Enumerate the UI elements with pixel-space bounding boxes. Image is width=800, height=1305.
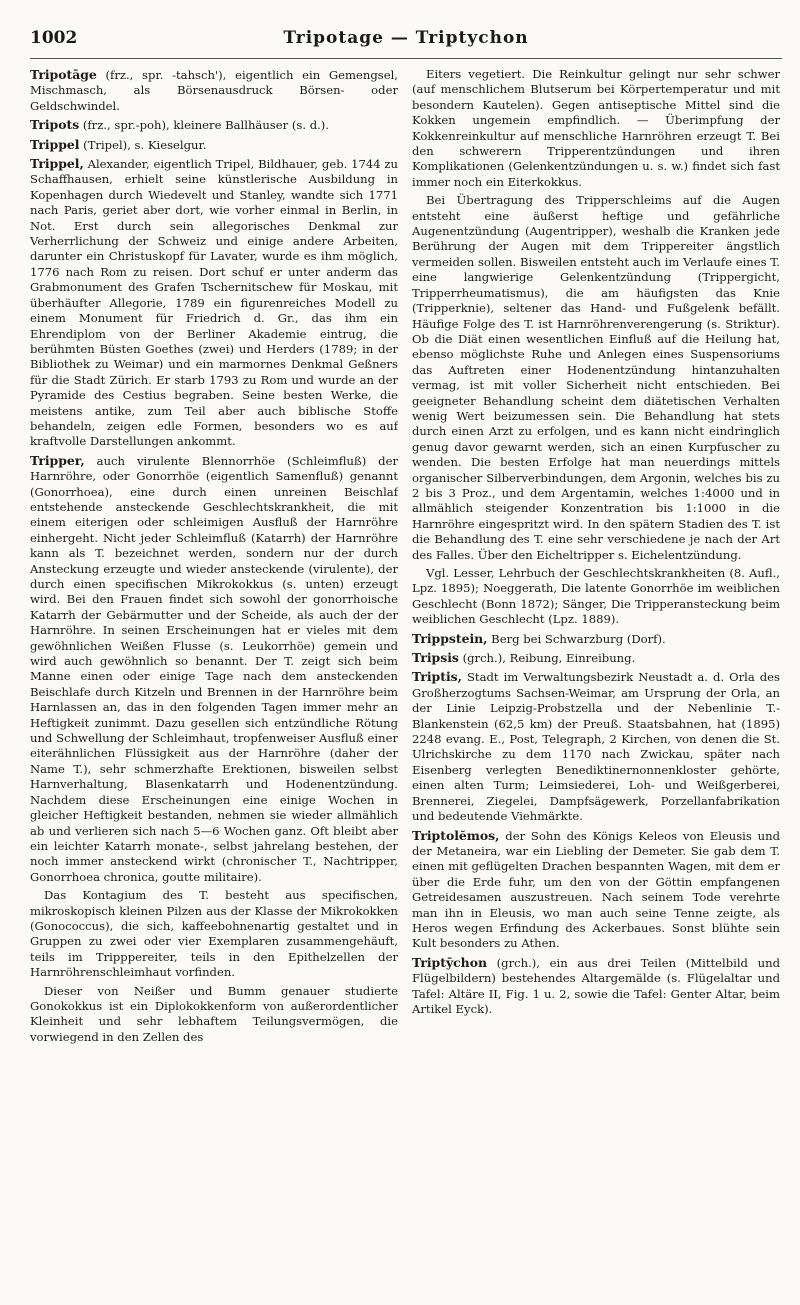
text-columns	[30, 67, 782, 1289]
page-number: 1002	[30, 28, 78, 48]
entry-text: (grch.), ein aus drei Teilen (Mittelbild und Flügelbildern) bestehendes Altargemälde (s. Flügelaltar und Tafel: Altäre II, Fig. 1 u. 2, sowie die Tafel: Genter Altar, beim Artikel Eyck).	[412, 955, 780, 1016]
dictionary-entry	[30, 453, 398, 885]
entry-headword: Triptȳchon	[412, 954, 487, 970]
entry-text: Alexander, eigentlich Tripel, Bildhauer, geb. 1744 zu Schaffhausen, erhielt seine künstlerische Ausbildung in Kopenhagen durch Wiedevelt und Stanley, wandte sich 1771 nach Paris, geriet aber dort, wie vorher einmal in Berlin, in Not. Erst durch sein allegorisches Denkmal zur Verherrlichung der Schweiz und einige andere Arbeiten, darunter ein Christuskopf für Lavater, wurde es ihm möglich, 1776 nach Rom zu reisen. Dort schuf er unter anderm das Grabmonument des Grafen Tschernitschew für Moskau, mit überhäufter Allegorie, 1789 ein figurenreiches Modell zu einem Monument für Friedrich d. Gr., das ihm ein Ehrendiplom von der Berliner Akademie eintrug, die berühmten Büsten Goethes (zwei) und Herders (1789; in der Bibliothek zu Weimar) und ein marmornes Denkmal Geßners für die Stadt Zürich. Er starb 1793 zu Rom und wurde an der Pyramide des Cestius begraben. Seine besten Werke, die meistens antike, zum Teil aber auch biblische Stoffe behandeln, zeigen edle Formen, besonders wo es auf kraftvolle Darstellungen ankommt.	[30, 157, 398, 449]
entry-paragraph	[412, 193, 780, 563]
dictionary-entry	[412, 669, 780, 824]
entry-headword: Tripots	[30, 117, 80, 133]
entry-text: (grch.), Reibung, Einreibung.	[458, 651, 636, 666]
entry-headword: Tripotāge	[30, 67, 97, 82]
entry-headword: Trippel	[30, 136, 80, 152]
page-header	[30, 28, 782, 59]
right-column	[412, 67, 780, 1289]
entry-text: Bei Übertragung des Tripperschleims auf die Augen entsteht eine äußerst heftige und gefährliche Augenentzündung (Augentripper), weshalb die Kranken jede Berührung der Augen mit dem Trippereiter ängstlich vermeiden sollen. Bisweilen entsteht auch im Verlaufe eines T. eine langwierige Gelenkentzündung (Trippergicht, Tripperrheumatismus), die am häufigsten das Knie (Tripperknie), seltener das Hand- und Fußgelenk befällt. Häufige Folge des T. ist Harnröhrenverengerung (s. Striktur). Ob die Diät einen wesentlichen Einfluß auf die Heilung hat, ebenso möglichste Ruhe und Anlegen eines Suspensoriums das Auftreten einer Hodenentzündung hintanzuhalten vermag, ist mit voller Sicherheit nicht entschieden. Bei geeigneter Behandlung scheint dem diätetischen Verhalten wenig Wert beizumessen sein. Die Behandlung hat stets durch einen Arzt zu erfolgen, und es kann nicht eindringlich genug davor gewarnt werden, sich an einen Kurpfuscher zu wenden. Die besten Erfolge hat man neuerdings mittels organischer Silberverbindungen, dem Argonin, welches bis zu 2 bis 3 Proz., und dem Argentamin, welches 1:4000 und in allmählich steigender Konzentration bis 1:1000 in die Harnröhre eingespritzt wird. In den spätern Stadien des T. ist die Behandlung des T. eine sehr verschiedene je nach der Art des Falles. Über den Eicheltripper s. Eichelentzündung.	[412, 193, 780, 562]
entry-text: auch virulente Blennorrhöe (Schleimfluß) der Harnröhre, oder Gonorrhöe (eigentlich Samenfluß) genannt (Gonorrhoea), eine durch einen unreinen Beischlaf entstehende ansteckende Geschlechtskrankheit, die mit einem eiterigen oder schleimigen Ausfluß der Harnröhre einhergeht. Nicht jeder Schleimfluß (Katarrh) der Harnröhre kann als T. bezeichnet werden, sondern nur der durch Ansteckung erzeugte und wieder ansteckende (virulente), der durch einen specifischen Mikrokokkus (s. unten) erzeugt wird. Bei den Frauen findet sich sowohl der gonorrhoische Katarrh der Gebärmutter und der Scheide, als auch der der Harnröhre. In seinen Erscheinungen hat er vieles mit dem gewöhnlichen Weißen Flusse (s. Leukorrhöe) gemein und wird auch gewöhnlich so benannt. Der T. zeigt sich beim Manne einen oder einige Tage nach dem ansteckenden Beischlafe durch Kitzeln und Brennen in der Harnröhre beim Harnlassen an, das in den folgenden Tagen immer mehr an Heftigkeit zunimmt. Dazu gesellen sich entzündliche Rötung und Schwellung der Schleimhaut, tropfenweiser Ausfluß einer eiterähnlichen Flüssigkeit aus der Harnröhre (daher der Name T.), sehr schmerzhafte Erektionen, bisweilen selbst Harnverhaltung, Blasenkatarrh und Hodenentzündung. Nachdem diese Erscheinungen eine einige Wochen in gleicher Heftigkeit bestanden, nehmen sie wieder allmählich ab und verlieren sich nach 5—6 Wochen ganz. Oft bleibt aber ein leichter Katarrh monate-, selbst jahrelang bestehen, der noch immer ansteckend wirkt (chronischer T., Nachtripper, Gonorrhoea chronica, goutte militaire).	[30, 453, 398, 884]
entry-headword: Triptolĕmos,	[412, 827, 500, 843]
entry-text: Vgl. Lesser, Lehrbuch der Geschlechtskrankheiten (8. Aufl., Lpz. 1895); Noeggerath, Die latente Gonorrhöe im weiblichen Geschlecht (Bonn 1872); Sänger, Die Tripperansteckung beim weiblichen Geschlecht (Lpz. 1889).	[412, 566, 780, 627]
entry-text: Dieser von Neißer und Bumm genauer studierte Gonokokkus ist ein Diplokokkenform von außerordentlicher Kleinheit und sehr lebhaftem Teilungsvermögen, die vorwiegend in den Zellen des	[30, 983, 398, 1044]
left-column	[30, 67, 398, 1289]
running-title: Tripotage — Triptychon	[283, 28, 529, 48]
entry-paragraph	[412, 67, 780, 190]
dictionary-entry	[412, 650, 780, 666]
entry-headword: Tripper,	[30, 452, 85, 468]
entry-paragraph	[30, 888, 398, 980]
dictionary-entry	[30, 67, 398, 114]
entry-text: (frz., spr. -tahsch'), eigentlich ein Gemengsel, Mischmasch, als Börsenausdruck Börsen- oder Geldschwindel.	[30, 68, 398, 113]
dictionary-entry	[412, 631, 780, 647]
entry-text: (frz., spr.-poh), kleinere Ballhäuser (s. d.).	[79, 118, 330, 133]
entry-paragraph	[412, 566, 780, 628]
entry-text: (Tripel), s. Kieselgur.	[79, 137, 207, 152]
entry-text: Das Kontagium des T. besteht aus specifischen, mikroskopisch kleinen Pilzen aus der Klasse der Mikrokokken (Gonococcus), die sich, kaffeebohnenartig gestaltet und in Gruppen zu zwei oder vier Exemplaren zusammengehäuft, teils im Tripppereiter, teils in den Epithelzellen der Harnröhrenschleimhaut vorfinden.	[30, 888, 398, 980]
entry-text: Stadt im Verwaltungsbezirk Neustadt a. d. Orla des Großherzogtums Sachsen-Weimar, am Ursprung der Orla, an der Linie Leipzig-Probstzella und der Nebenlinie T.-Blankenstein (62,5 km) der Preuß. Staatsbahnen, hat (1895) 2248 evang. E., Post, Telegraph, 2 Kirchen, von denen die St. Ulrichskirche zu dem 1170 nach Zwickau, später nach Eisenberg verlegten Benediktinernonnenkloster gehörte, einen alten Turm; Leimsiederei, Loh- und Weißgerberei, Brennerei, Ziegelei, Dampfsägewerk, Porzellanfabrikation und bedeutende Viehmärkte.	[412, 670, 780, 824]
entry-text: Eiters vegetiert. Die Reinkultur gelingt nur sehr schwer (auf menschlichem Blutserum bei Körpertemperatur und mit besondern Kautelen). Gegen antiseptische Mittel sind die Kokken ungemein empfindlich. — Überimpfung der Kokkenreinkultur auf menschliche Harnröhren erzeugt T. Bei den schwerern Tripperentzündungen und ihren Komplikationen (Gelenkentzündungen u. s. w.) findet sich fast immer noch ein Eiterkokkus.	[412, 67, 780, 189]
dictionary-entry	[30, 117, 398, 133]
dictionary-entry	[30, 156, 398, 450]
dictionary-entry	[412, 955, 780, 1018]
entry-headword: Trippel,	[30, 156, 84, 172]
entry-headword: Trippstein,	[412, 630, 488, 646]
dictionary-entry	[30, 137, 398, 153]
entry-headword: Triptis,	[412, 669, 462, 685]
entry-headword: Tripsis	[412, 650, 459, 666]
dictionary-entry	[412, 828, 780, 952]
entry-text: Berg bei Schwarzburg (Dorf).	[487, 631, 666, 646]
entry-text: der Sohn des Königs Keleos von Eleusis und der Metaneira, war ein Liebling der Demeter. Sie gab dem T. einen mit geflügelten Drachen bespannten Wagen, mit dem er über die Erde fuhr, um den von der Göttin empfangenen Getreidesamen auszustreuen. Nach seinem Tode verehrte man ihn in Eleusis, wo man auch seine Tenne zeigte, als Heros wegen Erfindung des Ackerbaues. Sonst blühte sein Kult besonders zu Athen.	[412, 828, 780, 951]
entry-paragraph	[30, 984, 398, 1046]
